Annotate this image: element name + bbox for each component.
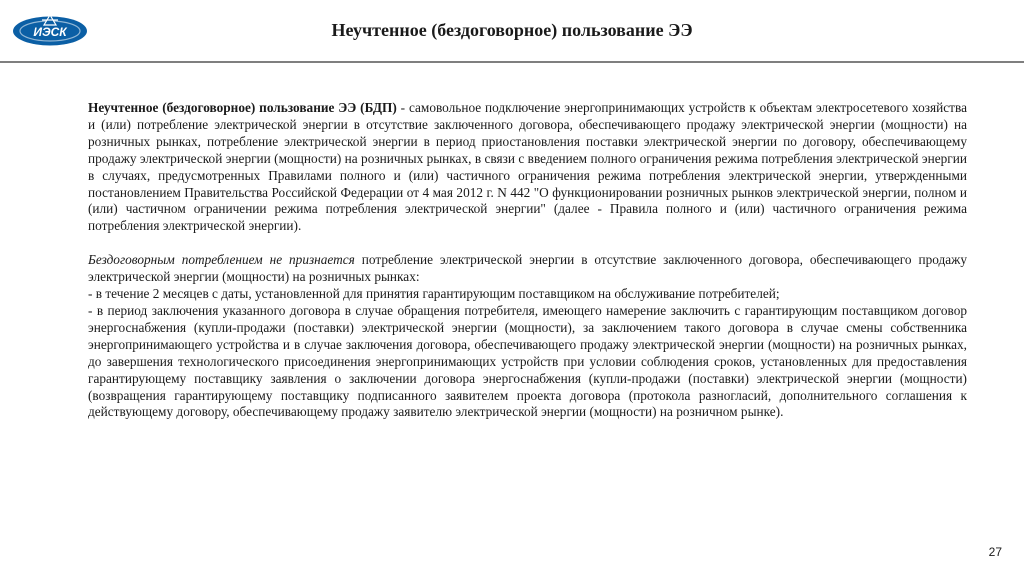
page-title: Неучтенное (бездоговорное) пользование ЭЭ <box>331 20 693 40</box>
main-content <box>88 100 967 421</box>
exception-text: потребление электрической энергии в отсутствие заключенного договора, обеспечивающего продажу электрической энергии (мощности) на розничных рынках: <box>88 252 968 285</box>
page-number: 27 <box>988 545 1002 559</box>
header-divider <box>0 61 1024 63</box>
exception-item-2: - в период заключения указанного договора в случае обращения потребителя, имеющего намерение заключить с гарантирующим поставщиком договор энергоснабжения (купли-продажи (поставки) электрической энергии (мощности), за заключением такого договора в случае смены собственника энергопринимающего устройства и в случае заключения договора, обеспечивающего продажу электрической энергии (мощности) на розничных рынках, до завершения технологического присоединения энергопринимающих устройств при условии соблюдения сроков, установленных для предоставления гарантирующему поставщику заявления о заключении договора энергоснабжения (купли-продажи (поставки) электрической энергии (мощности) (возвращения гарантирующему поставщику подписанного заявителем проекта договора (протокола разногласий, дополнительного соглашения к действующему договору, обеспечивающему продажу заявителю электрической энергии (мощности) на розничном рынке). <box>88 302 967 420</box>
definition-text: - самовольное подключение энергопринимающих устройств к объектам электросетевого хозяйства и (или) потребление электрической энергии в отсутствие заключенного договора, обеспечивающего продажу электрической энергии (мощности) на розничных рынках, потребление электрической энергии в период приостановления поставки электрической энергии по договору, обеспечивающему продажу электрической энергии (мощности) на розничных рынках, в связи с введением полного ограничения режима потребления электрической энергии в случаях, предусмотренных Правилами полного и (или) частичного ограничения режима потребления электрической энергии, утвержденными постановлением Правительства Российской Федерации от 4 мая 2012 г. N 442 "О функционировании розничных рынков электрической энергии, полном и (или) частичном ограничении режима потребления электрической энергии" (далее - Правила полного и (или) частичного ограничения режима потребления электрической энергии). <box>88 100 967 234</box>
exception-lead: Бездоговорным потреблением не признается <box>88 252 355 268</box>
logo-text: ИЭСК <box>33 25 67 39</box>
definition-term: Неучтенное (бездоговорное) пользование ЭЭ (БДП) <box>88 100 397 115</box>
exception-item-1: - в течение 2 месяцев с даты, установленной для принятия гарантирующим поставщиком на обслуживание потребителей; <box>88 286 780 302</box>
exception-paragraph <box>88 252 967 286</box>
definition-paragraph <box>88 100 967 235</box>
paragraph-gap <box>88 235 967 252</box>
